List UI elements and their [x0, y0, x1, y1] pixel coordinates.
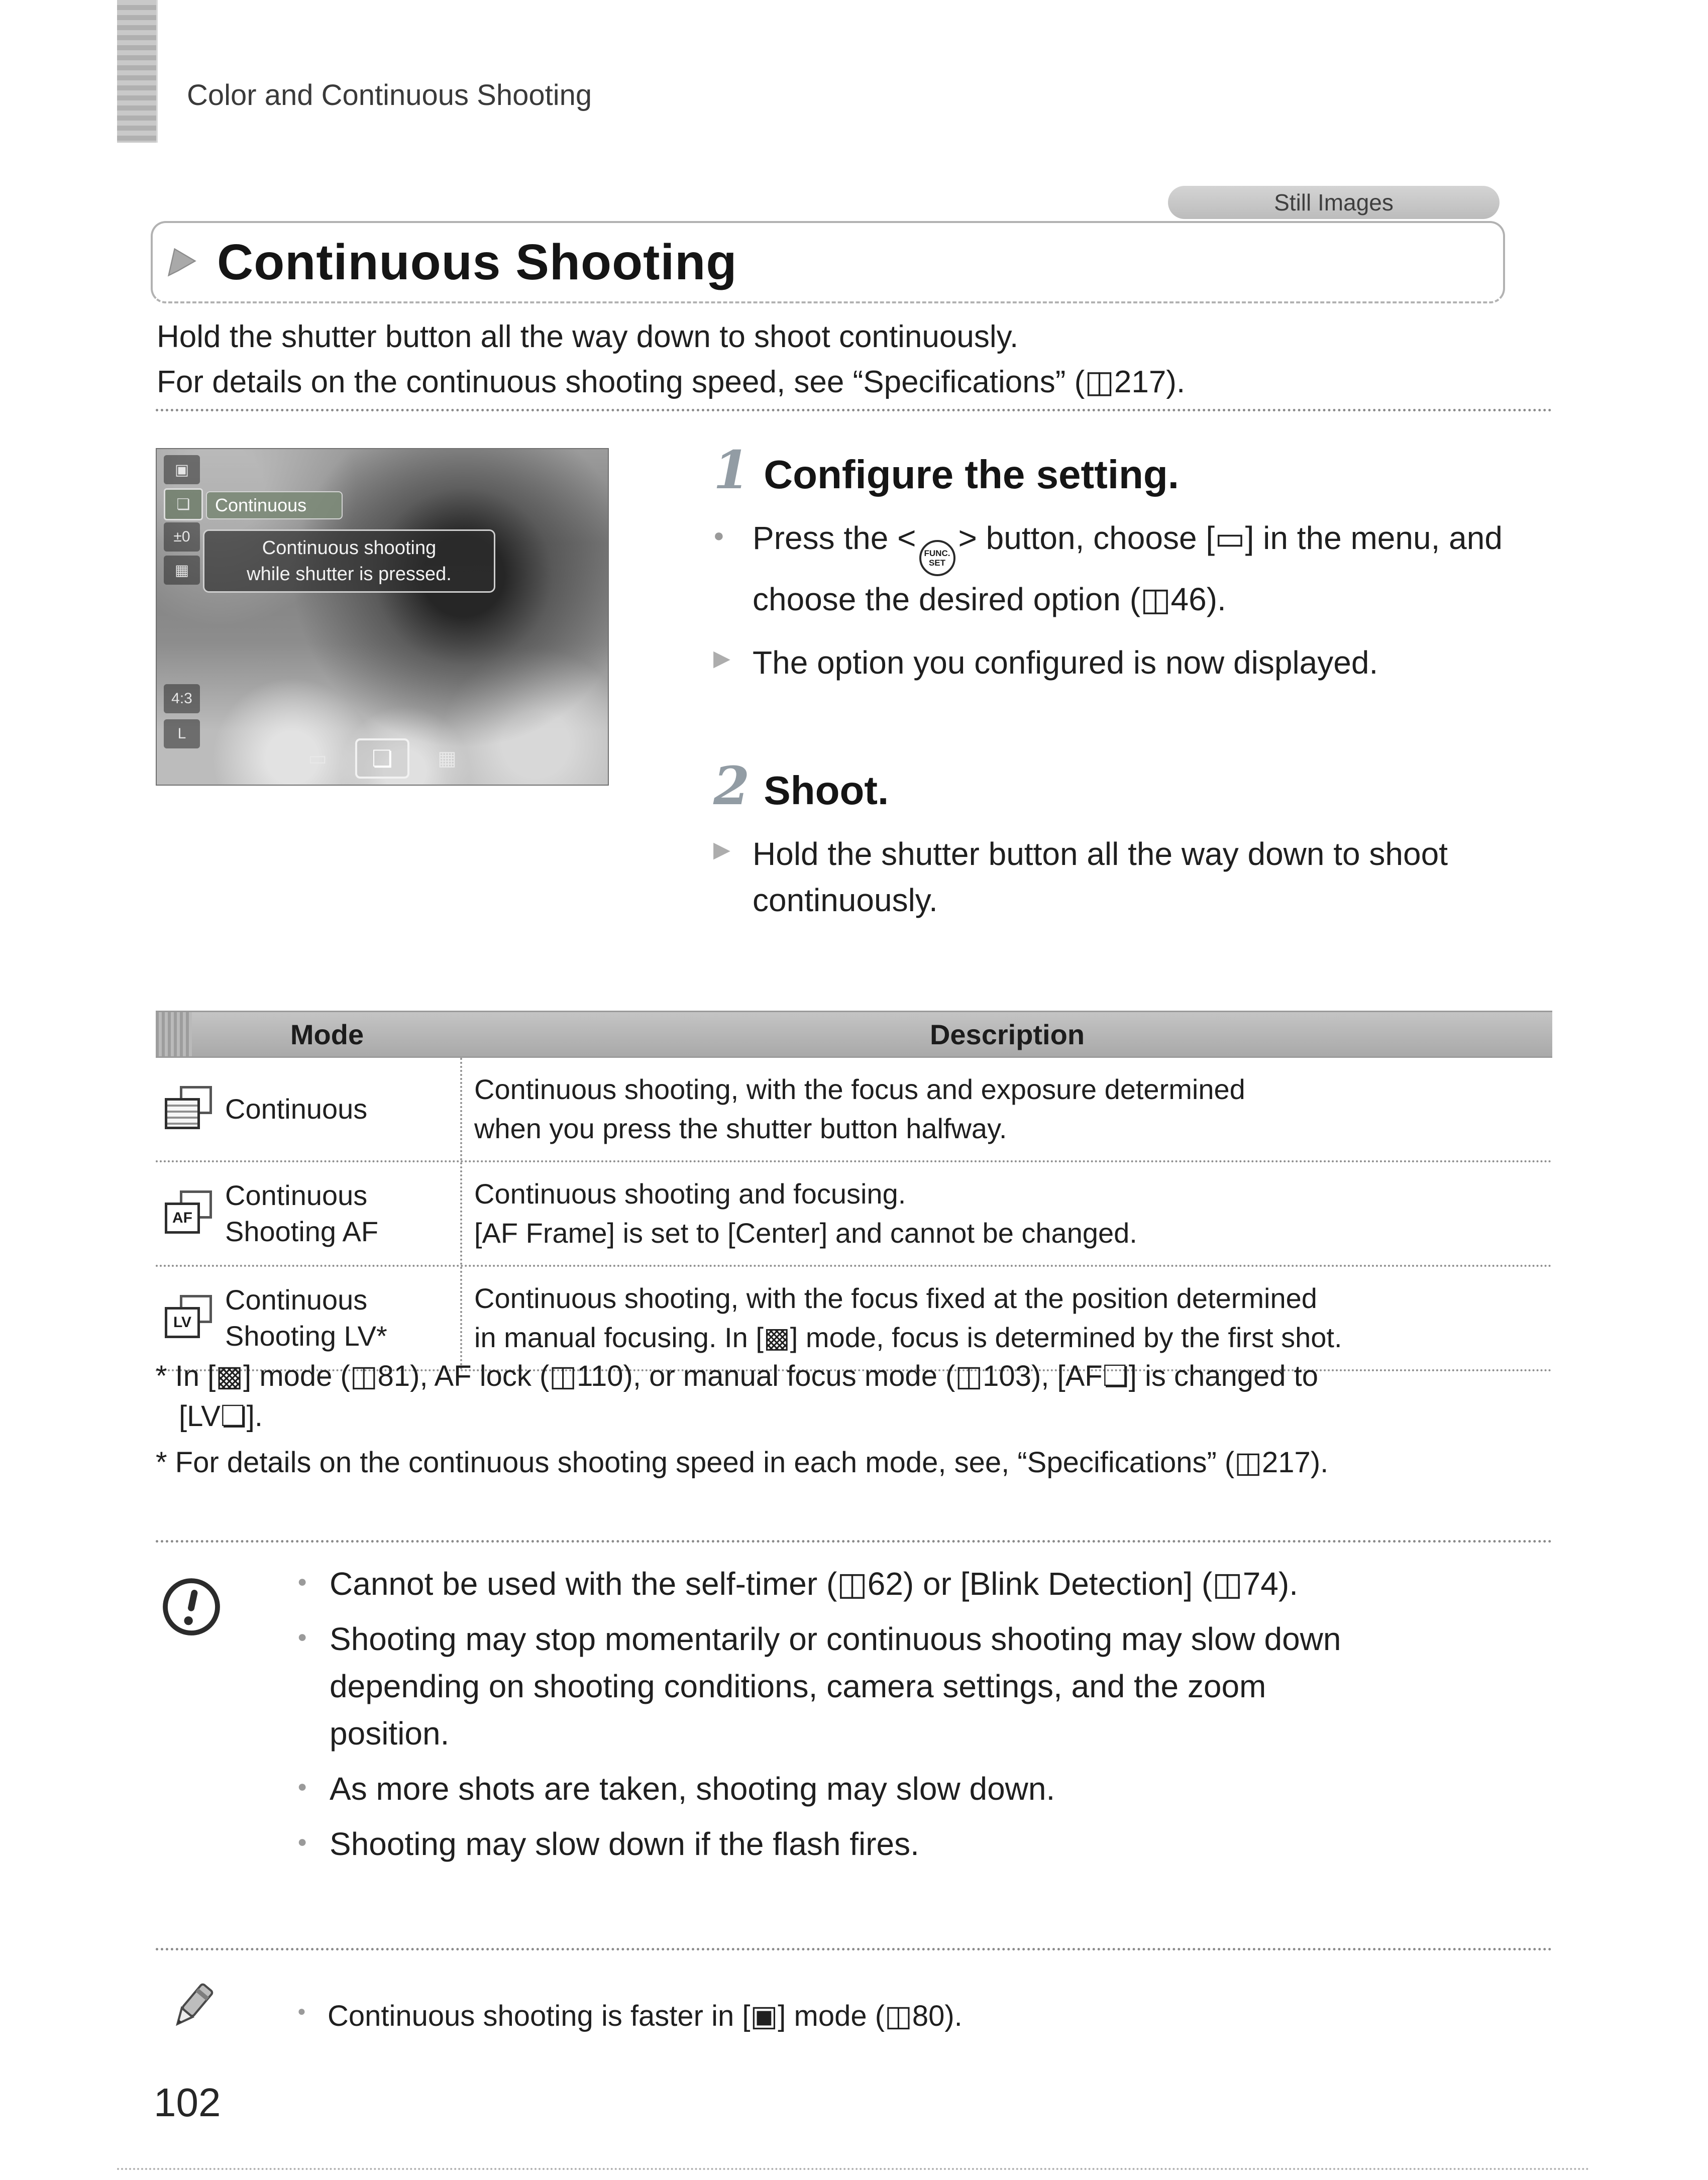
- warning-item: [297, 1820, 1372, 1868]
- description-cell: [462, 1162, 1552, 1265]
- bottom-edge-divider: [117, 2168, 1590, 2170]
- step-2-header: [713, 755, 1507, 817]
- screen-aspect-icon: 4:3: [164, 684, 200, 713]
- caution-exclamation-icon: [159, 1574, 224, 1640]
- step-2-bullet-1-text: Hold the shutter button all the way down to shoot continuously.: [753, 836, 1448, 918]
- description-line-1: Continuous shooting, with the focus fixed at the position determined: [474, 1282, 1317, 1314]
- description-line-2: in manual focusing. In [▩] mode, focus is determined by the first shot.: [474, 1322, 1342, 1353]
- screen-bottom-bar: [157, 738, 608, 779]
- running-header: Color and Continuous Shooting: [187, 79, 592, 112]
- mode-label: Continuous Shooting AF: [225, 1179, 379, 1247]
- warning-item: [297, 1765, 1372, 1812]
- mode-label: Continuous Shooting LV*: [225, 1284, 387, 1352]
- mode-cell: [156, 1162, 462, 1265]
- table-row: [156, 1267, 1552, 1371]
- table-row: [156, 1058, 1552, 1162]
- step-1-title: Configure the setting.: [764, 452, 1180, 497]
- warning-item: [297, 1615, 1372, 1757]
- footnote-2: * For details on the continuous shooting speed in each mode, see, “Specifications” (◫217).: [156, 1446, 1329, 1479]
- func-set-top-label: FUNC.: [924, 549, 950, 558]
- intro-line-2: For details on the continuous shooting speed, see “Specifications” (◫217).: [157, 365, 1186, 399]
- brush-ornament-icon: [164, 244, 200, 280]
- description-line-1: Continuous shooting and focusing.: [474, 1178, 906, 1210]
- table-row: [156, 1162, 1552, 1267]
- screen-selected-option-label: Continuous: [206, 491, 343, 519]
- section-title-box: [151, 221, 1505, 303]
- step-2-title: Shoot.: [764, 768, 889, 813]
- bullet-dot-icon: [297, 1615, 330, 1757]
- description-line-2: [AF Frame] is set to [Center] and cannot be changed.: [474, 1217, 1137, 1249]
- intro-line-1: Hold the shutter button all the way down to shoot continuously.: [157, 319, 1019, 354]
- icon-front-frame: [165, 1098, 200, 1129]
- bullet-dot-icon: [297, 1765, 330, 1812]
- icon-front-frame: AF: [165, 1203, 200, 1234]
- warning-text: Shooting may slow down if the flash fires.: [330, 1826, 919, 1862]
- continuous-mode-icon: [164, 1086, 216, 1132]
- mode-table: [156, 1011, 1552, 1371]
- continuous-af-mode-icon: [164, 1190, 216, 1237]
- func-set-bottom-label: SET: [928, 558, 946, 568]
- header-tab-bar: [117, 0, 158, 143]
- note-text: Continuous shooting is faster in [▣] mode (◫80).: [328, 2000, 963, 2032]
- column-header-mode: Mode: [290, 1018, 364, 1050]
- description-cell: [462, 1267, 1552, 1369]
- result-arrow-icon: [713, 831, 753, 923]
- screen-exposure-icon: ±0: [164, 522, 200, 552]
- dotted-divider: [156, 409, 1552, 411]
- step-1-bullet-2-text: The option you configured is now displayed.: [753, 644, 1378, 681]
- step-2-number: 2: [713, 755, 750, 817]
- pencil-note-icon: [158, 1977, 222, 2041]
- camera-screen-figure: [156, 448, 609, 786]
- screen-info-line-1: Continuous shooting: [262, 537, 437, 559]
- burst-mode-selected-icon: ❏: [355, 738, 409, 779]
- step-1-bullet-1: [713, 515, 1507, 622]
- warning-text: Shooting may stop momentarily or continuous shooting may slow down depending on shooting conditions, camera settings, and the zoom position.: [330, 1621, 1341, 1752]
- step-1-bullet-1-text: [753, 515, 1507, 622]
- column-header-description: Description: [929, 1018, 1085, 1050]
- steps-column: [713, 439, 1507, 923]
- bullet-dot-icon: [297, 1560, 330, 1607]
- dotted-divider: [156, 1948, 1552, 1950]
- intro-paragraph: [157, 314, 1513, 405]
- screen-burst-icon-selected: ❏: [164, 488, 203, 520]
- step-1-number: 1: [713, 439, 750, 501]
- step-1: [713, 439, 1507, 686]
- note-block: [156, 1976, 1552, 2036]
- continuous-lv-mode-icon: [164, 1295, 216, 1341]
- bracket-mode-icon: ▦: [438, 747, 457, 770]
- step-2: [713, 755, 1507, 923]
- step-1-bullet-2: [713, 639, 1507, 686]
- result-arrow-icon: [713, 639, 753, 686]
- step-1-header: [713, 439, 1507, 501]
- warning-block: [156, 1560, 1552, 1876]
- bullet-dot-icon: [713, 515, 753, 622]
- bullet-dot-icon: [297, 1820, 330, 1868]
- bullet-dot-icon: [297, 1996, 328, 2036]
- mode-cell: [156, 1058, 462, 1160]
- bullet-text-pre: Press the <: [753, 520, 916, 556]
- func-set-button-icon: [919, 540, 955, 576]
- dotted-divider: [156, 1540, 1552, 1543]
- warning-text: Cannot be used with the self-timer (◫62) or [Blink Detection] (◫74).: [330, 1566, 1298, 1602]
- warning-text: As more shots are taken, shooting may slow down.: [330, 1771, 1055, 1807]
- screen-mode-icon: ▣: [164, 455, 200, 484]
- section-title: Continuous Shooting: [217, 234, 737, 290]
- description-cell: [462, 1058, 1552, 1160]
- screen-info-line-2: while shutter is pressed.: [247, 564, 452, 585]
- mode-label: Continuous: [225, 1093, 368, 1125]
- single-frame-icon: ▭: [308, 747, 327, 770]
- screen-size-icon: L: [164, 719, 200, 748]
- still-images-badge: Still Images: [1168, 186, 1500, 219]
- warning-list: [297, 1560, 1372, 1868]
- step-2-bullet-1: [713, 831, 1507, 923]
- footnotes: [156, 1356, 1392, 1489]
- description-line-2: when you press the shutter button halfway.: [474, 1113, 1007, 1144]
- table-header-row: [156, 1011, 1552, 1058]
- warning-item: [297, 1560, 1372, 1607]
- page-number: 102: [154, 2080, 221, 2125]
- description-line-1: Continuous shooting, with the focus and exposure determined: [474, 1073, 1245, 1105]
- screen-menu-icon: ▦: [164, 556, 200, 585]
- note-row: [297, 1976, 1552, 2036]
- footnote-1: * In [▩] mode (◫81), AF lock (◫110), or manual focus mode (◫103), [AF❏] is changed to [LV❏].: [156, 1360, 1318, 1433]
- bullet-text-post: > button, choose [▭] in the menu, and choose the desired option (◫46).: [753, 520, 1503, 617]
- mode-cell: [156, 1267, 462, 1369]
- screen-info-box: [203, 529, 495, 593]
- icon-front-frame: LV: [165, 1307, 200, 1338]
- header-hatch-decoration: [156, 1012, 192, 1056]
